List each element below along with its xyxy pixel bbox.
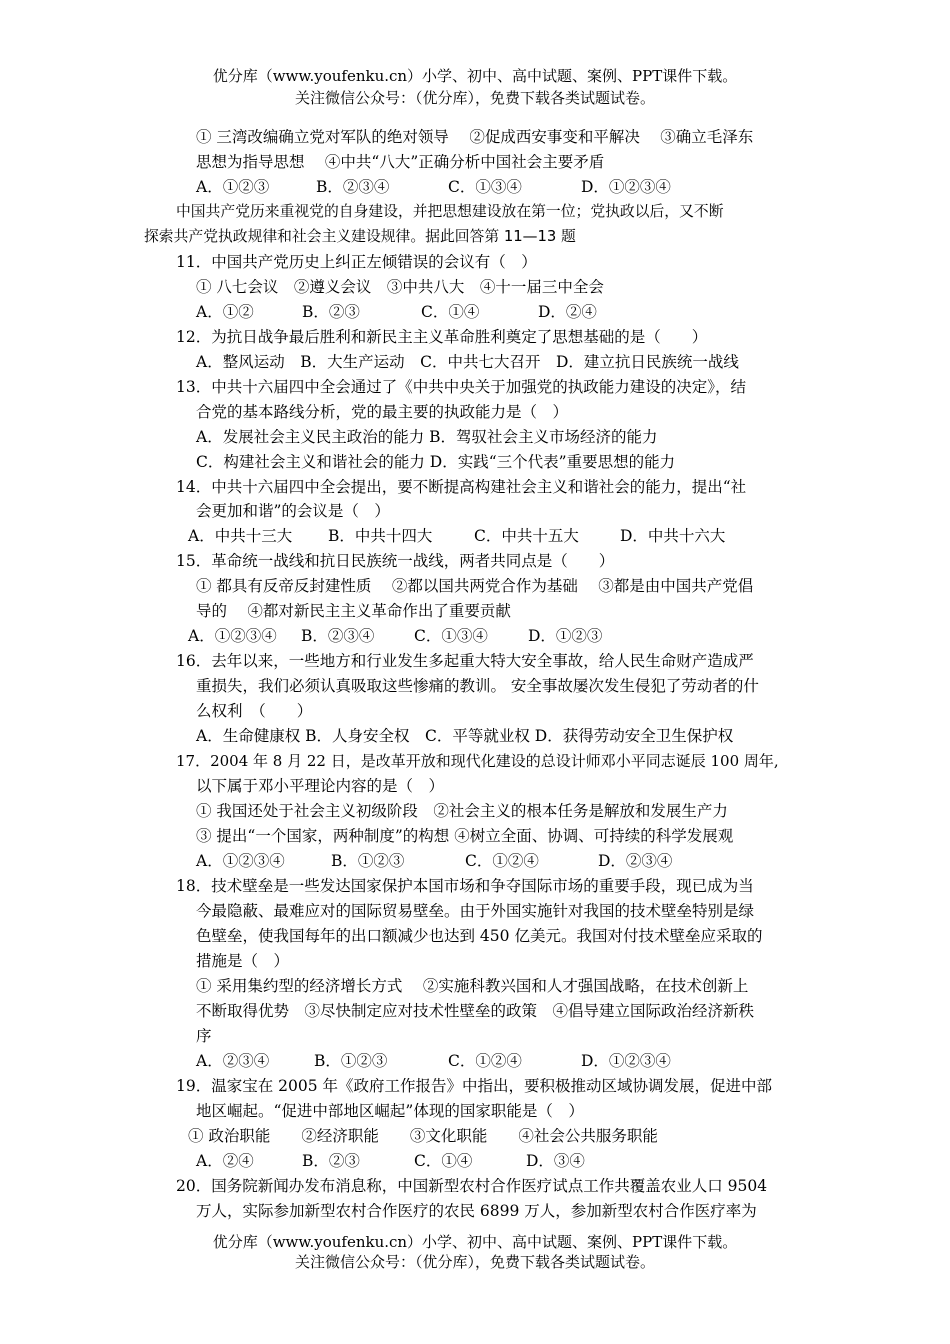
q19-stem-line-2: 地区崛起。“促进中部地区崛起”体现的国家职能是（ ） [196, 1102, 584, 1120]
q20-stem-line-2: 万人，实际参加新型农村合作医疗的农民 6899 万人，参加新型农村合作医疗率为 [196, 1202, 757, 1220]
q13-stem-line-1: 13．中共十六届四中全会通过了《中共中央关于加强党的执政能力建设的决定》，结 [176, 378, 746, 396]
q11-option-b: B．②③ [302, 303, 360, 321]
q19-option-c: C．①④ [414, 1152, 473, 1170]
q17-option-b: B．①②③ [331, 852, 405, 870]
q14-option-d: D．中共十六大 [620, 527, 726, 545]
q14-option-c: C．中共十五大 [474, 527, 579, 545]
q18-stem-line-1: 18．技术壁垒是一些发达国家保护本国市场和争夺国际市场的重要手段，现已成为当 [176, 877, 754, 895]
q10-items-line-1: ① 三湾改编确立党对军队的绝对领导 ②促成西安事变和平解决 ③确立毛泽东 [196, 128, 754, 146]
footer-line-2: 关注微信公众号：（优分库），免费下载各类试题试卷。 [294, 1253, 655, 1271]
q15-option-b: B．②③④ [301, 627, 375, 645]
q18-stem-line-4: 措施是（ ） [196, 952, 290, 970]
q14-option-b: B．中共十四大 [328, 527, 433, 545]
q12-options: A．整风运动 B．大生产运动 C．中共七大召开 D．建立抗日民族统一战线 [196, 353, 739, 371]
q13-options-line-1: A．发展社会主义民主政治的能力 B．驾驭社会主义市场经济的能力 [196, 428, 658, 446]
intro-line-2: 探索共产党执政规律和社会主义建设规律。据此回答第 11—13 题 [144, 228, 576, 245]
q17-option-c: C．①②④ [465, 852, 539, 870]
q16-stem-line-2: 重损失，我们必须认真吸取这些惨痛的教训。 安全事故屡次发生侵犯了劳动者的什 [196, 677, 759, 695]
q18-items-line-3: 序 [196, 1027, 212, 1045]
q18-items-line-1: ① 采用集约型的经济增长方式 ②实施科教兴国和人才强国战略，在技术创新上 [196, 977, 749, 995]
q10-items-line-2: 思想为指导思想 ④中共“八大”正确分析中国社会主要矛盾 [196, 153, 605, 171]
q18-stem-line-2: 今最隐蔽、最难应对的国际贸易壁垒。由于外国实施针对我国的技术壁垒特别是绿 [196, 902, 755, 920]
q10-option-a: A．①②③ [196, 178, 270, 196]
q11-option-c: C．①④ [421, 303, 480, 321]
q17-option-a: A．①②③④ [196, 852, 285, 870]
q14-stem-line-1: 14．中共十六届四中全会提出，要不断提高构建社会主义和谐社会的能力，提出“社 [176, 478, 747, 496]
q18-stem-line-3: 色壁垒，使我国每年的出口额减少也达到 450 亿美元。我国对付技术壁垒应采取的 [196, 927, 763, 945]
q17-option-d: D．②③④ [598, 852, 673, 870]
q19-option-d: D．③④ [526, 1152, 585, 1170]
q18-option-d: D．①②③④ [581, 1052, 671, 1070]
header-line-1: 优分库（www.youfenku.cn）小学、初中、高中试题、案例、PPT课件下载。 [212, 67, 738, 85]
q18-option-a: A．②③④ [196, 1052, 270, 1070]
q14-stem-line-2: 会更加和谐”的会议是（ ） [196, 502, 390, 520]
q13-stem-line-2: 合党的基本路线分析，党的最主要的执政能力是（ ） [196, 403, 569, 421]
q19-items: ① 政治职能 ②经济职能 ③文化职能 ④社会公共服务职能 [188, 1127, 658, 1145]
q10-option-c: C．①③④ [448, 178, 522, 196]
q16-stem-line-1: 16．去年以来，一些地方和行业发生多起重大特大安全事故，给人民生命财产造成严 [176, 652, 754, 670]
footer-line-1: 优分库（www.youfenku.cn）小学、初中、高中试题、案例、PPT课件下载。 [212, 1233, 738, 1251]
q11-option-d: D．②④ [538, 303, 597, 321]
q15-items-line-2: 导的 ④都对新民主主义革命作出了重要贡献 [196, 602, 511, 620]
q10-option-b: B．②③④ [316, 178, 390, 196]
q10-option-d: D．①②③④ [581, 178, 671, 196]
q15-option-a: A．①②③④ [188, 627, 277, 645]
q19-option-a: A．②④ [196, 1152, 254, 1170]
q11-option-a: A．①② [196, 303, 254, 321]
q18-option-c: C．①②④ [448, 1052, 522, 1070]
q14-option-a: A．中共十三大 [188, 527, 293, 545]
q15-stem: 15．革命统一战线和抗日民族统一战线，两者共同点是（ ） [176, 552, 615, 570]
q20-stem-line-1: 20．国务院新闻办发布消息称，中国新型农村合作医疗试点工作共覆盖农业人口 9504 [176, 1177, 768, 1195]
intro-line-1: 中国共产党历来重视党的自身建设，并把思想建设放在第一位；党执政以后，又不断 [176, 203, 724, 220]
q11-stem: 11．中国共产党历史上纠正左倾错误的会议有（ ） [176, 253, 537, 271]
header-line-2: 关注微信公众号：（优分库），免费下载各类试题试卷。 [294, 89, 655, 107]
q15-option-d: D．①②③ [528, 627, 603, 645]
q12-stem: 12．为抗日战争最后胜利和新民主主义革命胜利奠定了思想基础的是（ ） [176, 328, 708, 346]
q17-items-line-2: ③ 提出“一个国家，两种制度”的构想 ④树立全面、协调、可持续的科学发展观 [196, 827, 734, 845]
q17-items-line-1: ① 我国还处于社会主义初级阶段 ②社会主义的根本任务是解放和发展生产力 [196, 802, 728, 820]
q17-stem-line-2: 以下属于邓小平理论内容的是（ ） [196, 777, 445, 795]
q19-stem-line-1: 19．温家宝在 2005 年《政府工作报告》中指出，要积极推动区域协调发展，促进中部 [176, 1077, 773, 1095]
q11-items: ① 八七会议 ②遵义会议 ③中共八大 ④十一届三中全会 [196, 278, 604, 296]
q15-items-line-1: ① 都具有反帝反封建性质 ②都以国共两党合作为基础 ③都是由中国共产党倡 [196, 577, 754, 595]
q13-options-line-2: C．构建社会主义和谐社会的能力 D．实践“三个代表”重要思想的能力 [196, 453, 676, 471]
q16-stem-line-3: 么权利 （ ） [196, 702, 313, 720]
q17-stem-line-1: 17．2004 年 8 月 22 日，是改革开放和现代化建设的总设计师邓小平同志诞辰 100 周年, [176, 752, 779, 770]
q19-option-b: B．②③ [302, 1152, 360, 1170]
q15-option-c: C．①③④ [414, 627, 488, 645]
q16-options: A．生命健康权 B．人身安全权 C．平等就业权 D．获得劳动安全卫生保护权 [196, 727, 734, 745]
q18-items-line-2: 不断取得优势 ③尽快制定应对技术性壁垒的政策 ④倡导建立国际政治经济新秩 [196, 1002, 755, 1020]
q18-option-b: B．①②③ [314, 1052, 388, 1070]
